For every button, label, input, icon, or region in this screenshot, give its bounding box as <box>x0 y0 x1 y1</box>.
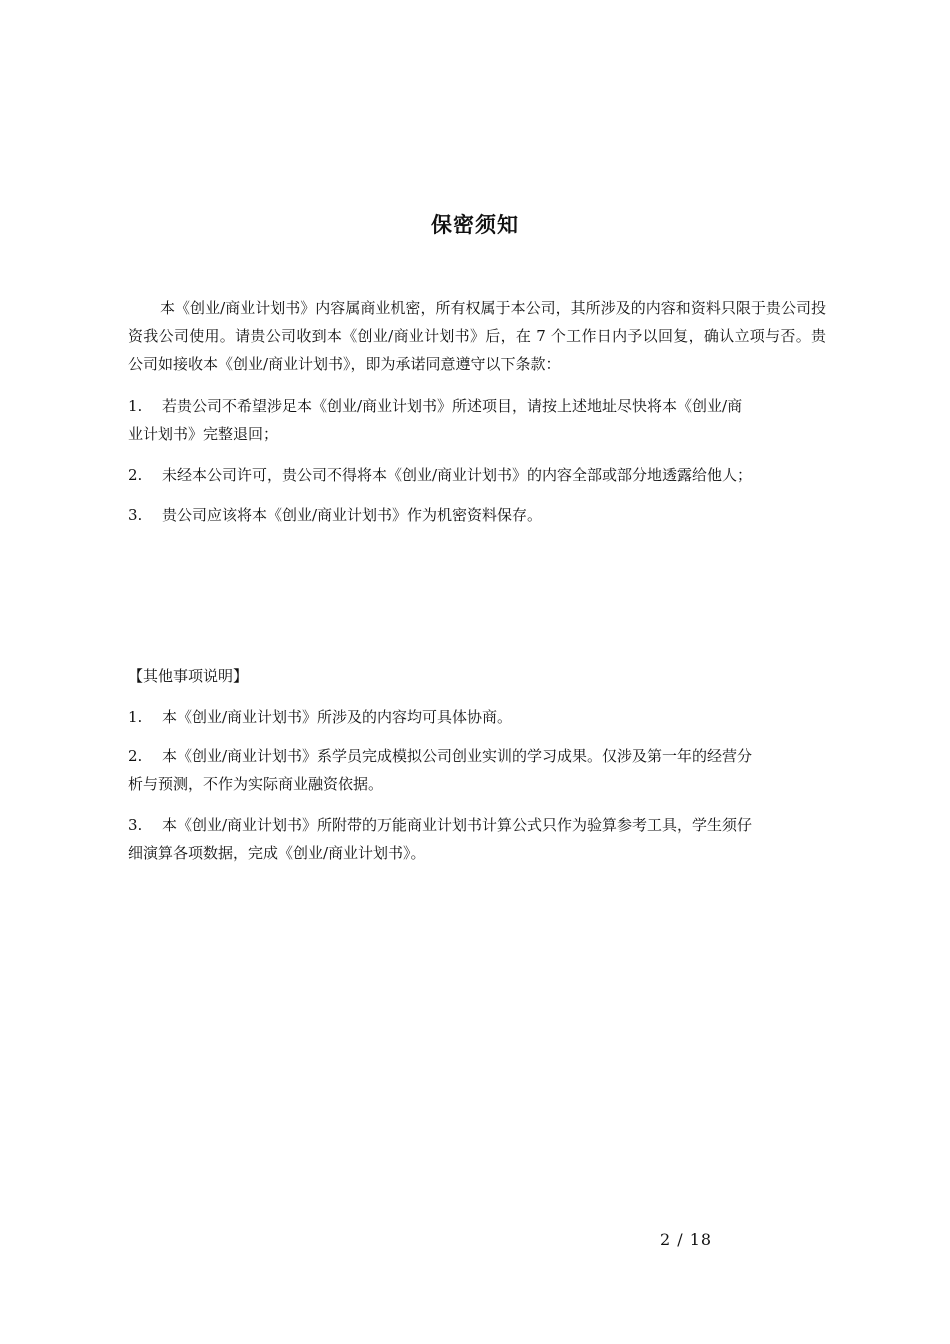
item-number: 1. <box>128 397 143 415</box>
page-number: 2 / 18 <box>660 1230 713 1249</box>
item-text: 本《创业/商业计划书》所附带的万能商业计划书计算公式只作为验算参考工具，学生须仔 <box>162 816 753 834</box>
confidentiality-item-3 <box>128 501 826 529</box>
item-number: 1. <box>128 708 143 726</box>
item-text-continued: 析与预测，不作为实际商业融资依据。 <box>128 775 384 793</box>
confidentiality-item-1 <box>128 392 826 448</box>
other-item-2 <box>128 742 826 798</box>
item-number: 3. <box>128 506 143 524</box>
item-text: 若贵公司不希望涉足本《创业/商业计划书》所述项目，请按上述地址尽快将本《创业/商 <box>162 397 743 415</box>
page-title: 保密须知 <box>431 213 519 237</box>
item-number: 3. <box>128 816 143 834</box>
item-number: 2. <box>128 747 143 765</box>
item-number: 2. <box>128 466 143 484</box>
item-text: 本《创业/商业计划书》系学员完成模拟公司创业实训的学习成果。仅涉及第一年的经营分 <box>162 747 753 765</box>
item-text-continued: 业计划书》完整退回； <box>128 425 279 443</box>
item-text: 贵公司应该将本《创业/商业计划书》作为机密资料保存。 <box>162 506 543 524</box>
item-text: 本《创业/商业计划书》所涉及的内容均可具体协商。 <box>162 708 513 726</box>
other-matters-heading: 【其他事项说明】 <box>128 667 249 685</box>
item-text: 未经本公司许可，贵公司不得将本《创业/商业计划书》的内容全部或部分地透露给他人； <box>162 466 753 484</box>
intro-paragraph: 本《创业/商业计划书》内容属商业机密，所有权属于本公司，其所涉及的内容和资料只限于贵公司投资我公司使用。请贵公司收到本《创业/商业计划书》后，在 7 个工作日内予以回复，确认立项与否。贵公司如接收本《创业/商业计划书》，即为承诺同意遵守以下条款： <box>128 299 826 373</box>
other-item-1 <box>128 703 826 731</box>
confidentiality-section <box>128 294 826 378</box>
other-item-3 <box>128 811 826 867</box>
confidentiality-item-2 <box>128 461 826 489</box>
item-text-continued: 细演算各项数据，完成《创业/商业计划书》。 <box>128 844 426 862</box>
